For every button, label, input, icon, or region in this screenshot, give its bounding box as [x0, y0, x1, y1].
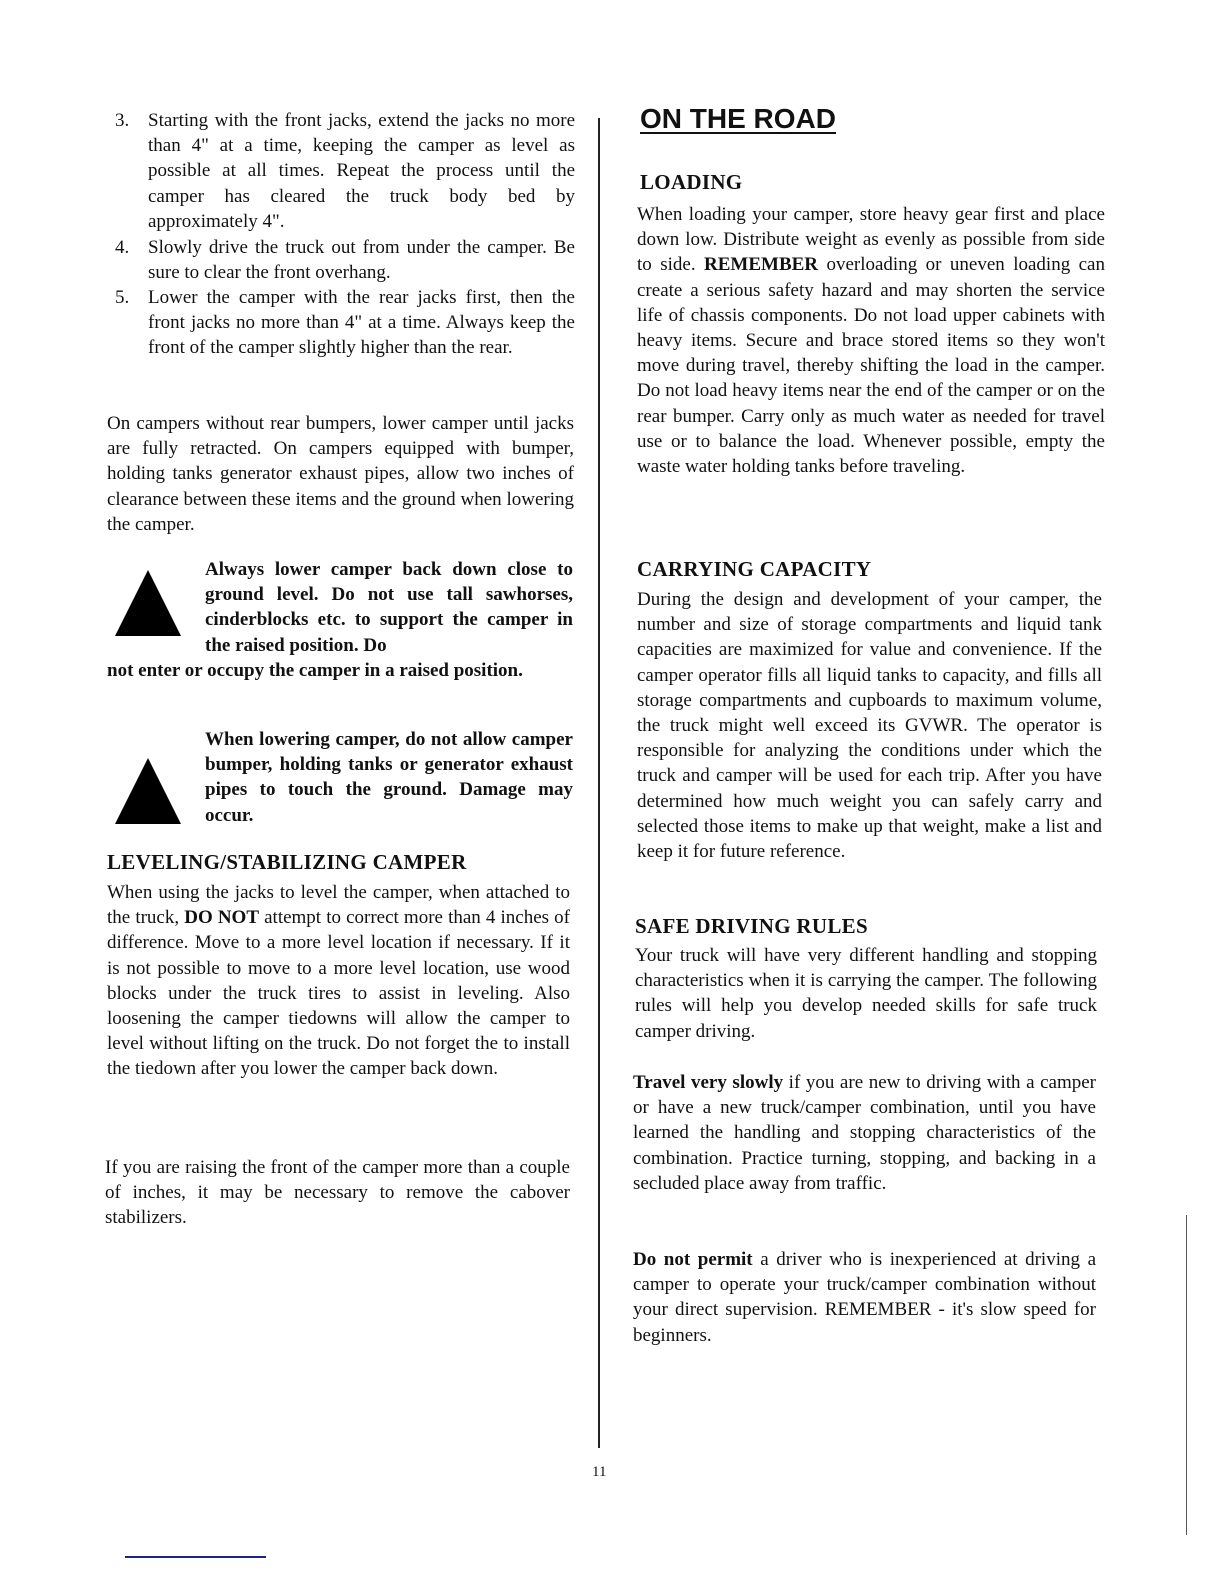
capacity-paragraph: During the design and development of your camper, the number and size of storage compartments and liquid tank capacities are maximized for value and convenience. If the camper operator fills all liquid tanks to capacity, and fills all storage compartments and cupboards to maximum volume, the truck might well exceed its GVWR. The operator is responsible for analyzing the conditions under which the truck and camper will be used for each trip. After you have determined how much weight you can safely carry and selected those items to make up that weight, make a list and keep it for future reference.: [637, 589, 1102, 863]
text: if you are new to driving with a camper or have a new truck/camper combination, until you have learned the handling and stopping characteristics of the combination. Practice turning, stopping, and backing in a secluded place away from traffic.: [633, 1072, 1097, 1194]
step-text: Slowly drive the truck out from under the camper. Be sure to clear the front overhang.: [148, 237, 575, 284]
driving-heading: SAFE DRIVING RULES: [635, 914, 868, 938]
step-number: 3.: [115, 110, 130, 131]
scan-edge-line: [1186, 1215, 1187, 1535]
step-5: [115, 285, 575, 361]
loading-heading: LOADING: [640, 170, 743, 194]
step-text: Lower the camper with the rear jacks first, then the front jacks no more than 4" at a time. Always keep the front of the camper slightly higher than the rear.: [148, 287, 575, 359]
text: When using the jacks to level the camper, when attached to the truck,: [107, 882, 570, 929]
leveling-paragraph: [107, 880, 570, 1082]
emphasis: DO NOT: [184, 907, 259, 929]
column-divider: [598, 118, 600, 1448]
step-number: 5.: [115, 287, 130, 308]
warning-1-continued: not enter or occupy the camper in a raised position.: [107, 660, 523, 681]
step-number: 4.: [115, 237, 130, 258]
raising-paragraph: If you are raising the front of the camper more than a couple of inches, it may be necessary to remove the cabover stabilizers.: [105, 1157, 570, 1229]
footer-rule: [125, 1556, 266, 1558]
capacity-heading: CARRYING CAPACITY: [637, 557, 872, 581]
bumper-clearance-paragraph: On campers without rear bumpers, lower camper until jacks are fully retracted. On campers equipped with bumper, holding tanks generator exhaust pipes, allow two inches of clearance between these items and the ground when lowering the camper.: [107, 413, 574, 535]
warning-1-text: Always lower camper back down close to ground level. Do not use tall sawhorses, cinderblocks etc. to support the camper in the raised position. Do: [205, 559, 573, 656]
loading-paragraph: [637, 202, 1105, 479]
emphasis: Travel very slowly: [633, 1072, 784, 1093]
emphasis: Do not permit: [633, 1249, 753, 1270]
do-not-permit-paragraph: [633, 1247, 1096, 1348]
emphasis: REMEMBER: [704, 254, 819, 276]
section-title: ON THE ROAD: [640, 103, 836, 134]
text: overloading or uneven loading can create a serious safety hazard and may shorten the service life of chassis components. Do not load upper cabinets with heavy items. Secure and brace stored items so they won't move during travel, thereby shifting the load in the camper. Do not load heavy items near the end of the camper or on the rear bumper. Carry only as much water as needed for travel use or to balance the load. Whenever possible, empty the waste water holding tanks before traveling.: [637, 254, 1105, 478]
leveling-heading: LEVELING/STABILIZING CAMPER: [107, 850, 467, 874]
page-number: 11: [592, 1464, 607, 1480]
step-3: [115, 108, 575, 234]
warning-triangle-icon: [115, 570, 181, 636]
text: a driver who is inexperienced at driving a camper to operate your truck/camper combination without your direct supervision. REMEMBER - it's slow speed for beginners.: [633, 1249, 1097, 1346]
travel-slowly-paragraph: [633, 1070, 1096, 1196]
driving-paragraph: Your truck will have very different handling and stopping characteristics when it is carrying the camper. The following rules will help you develop needed skills for safe truck camper driving.: [635, 945, 1097, 1042]
step-4: [115, 235, 575, 285]
warning-triangle-icon: [115, 758, 181, 824]
warning-2-text: When lowering camper, do not allow camper bumper, holding tanks or generator exhaust pipes to touch the ground. Damage may occur.: [205, 729, 573, 826]
text: When loading your camper, store heavy gear first and place down low. Distribute weight as evenly as possible from side to side.: [637, 204, 1105, 276]
step-text: Starting with the front jacks, extend the jacks no more than 4" at a time, keeping the camper as level as possible at all times. Repeat the process until the camper has cleared the truck body bed by approximately 4".: [148, 110, 575, 232]
text: attempt to correct more than 4 inches of difference. Move to a more level location if necessary. If it is not possible to move to a more level location, use wood blocks under the truck tires to assist in leveling. Also loosening the camper tiedowns will allow the camper to level without lifting on the truck. Do not forget the to install the tiedown after you lower the camper back down.: [107, 907, 570, 1080]
